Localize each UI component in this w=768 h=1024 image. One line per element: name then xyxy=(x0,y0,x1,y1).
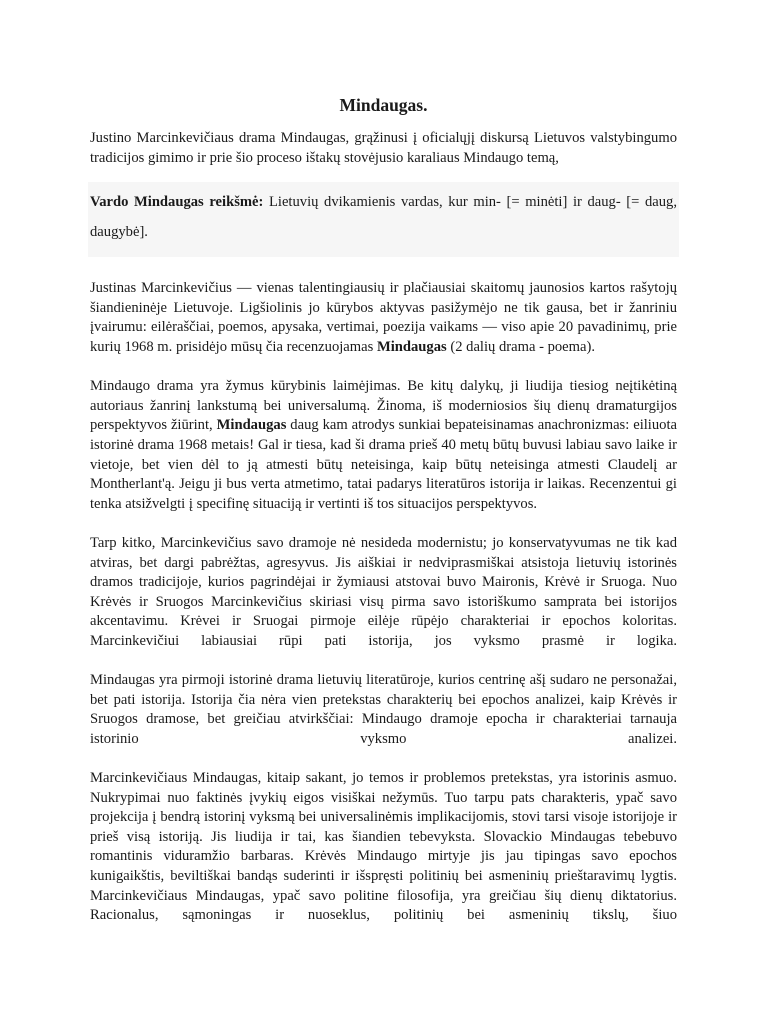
document-page xyxy=(90,94,677,926)
paragraph-1-text: Justinas Marcinkevičius — vienas talentingiausių ir plačiausiai skaitomų jaunosios kartos rašytojų šiandieninėje Lietuvoje. Ligšiolinis jo kūrybos aktyvas pasižymėjo ne tik gausa, bet ir žanriniu įvairumu: eilėraščiai, poemos, apysaka, vertimai, poezija vaikams — viso apie 20 pavadinimų, prie kurių 1968 m. prisidėjo mūsų čia recenzuojamas xyxy=(90,280,677,355)
paragraph-2-text: Mindaugo drama yra žymus kūrybinis laimėjimas. Be kitų dalykų, ji liudija tiesiog neįtikėtiną autoriaus žanrinį lankstumą bei universalumą. Žinoma, iš moderniosios šių dienų dramaturgijos perspektyvos žiūrint, xyxy=(90,378,677,434)
paragraph-4: Mindaugas yra pirmoji istorinė drama lietuvių literatūroje, kurios centrinę ašį sudaro ne personažai, bet pati istorija. Istorija čia nėra vien pretekstas charakterių bei epochos analizei, kaip Krėvės ir Sruogos dramose, bet greičiau atvirkščiai: Mindaugo dramoje epocha ir charakteriai tarnauja istorinio vyksmo analizei. xyxy=(90,672,677,747)
paragraph-1-bold: Mindaugas xyxy=(376,338,447,355)
paragraph-3: Tarp kitko, Marcinkevičius savo dramoje nė nesideda modernistu; jo konservatyvumas ne tik kad atviras, bet dargi pabrėžtas, agresyvus. Jis aiškiai ir nedviprasmiškai atsistoja lietuvių istorinės dramos tradicijoje, kurios pagrindėjai ir žymiausi atstovai buvo Maironis, Krėvė ir Sruoga. Nuo Krėvės ir Sruogos Marcinkevičius skiriasi visų pirma savo istoriškumo samprata bei istorijos akcentavimu. Krėvei ir Sruogai pirmoje eilėje rūpėjo charakteriai ir epochos koloritas. Marcinkevičiui labiausiai rūpi pati istorija, jos vyksmo prasmė ir logika. xyxy=(90,534,677,649)
paragraph-2-bold: Mindaugas xyxy=(216,417,287,434)
name-meaning-block xyxy=(88,182,679,257)
paragraph-1 xyxy=(90,279,677,357)
paragraph-5: Marcinkevičiaus Mindaugas, kitaip sakant, jo temos ir problemos pretekstas, yra istorinis asmuo. Nukrypimai nuo faktinės įvykių eigos visiškai nežymūs. Tuo tarpu pats charakteris, ypač savo projekcija į bendrą istorinį vyksmą bei universalinėmis implikacijomis, stovi tarsi visoje istorijoje ir prieš visą istoriją. Jis liudija ir tai, kas šiandien tebevyksta. Slovackio Mindaugas tebebuvo romantinis viduramžio barbaras. Krėvės Mindaugo mirtyje jis jau tipingas savo epochos kunigaikštis, beviltiškai bandąs suderinti ir išspręsti politinių bei asmeninių prieštaravimų lygtis. Marcinkevičiaus Mindaugas, ypač savo politine filosofija, yra greičiau šių dienų diktatorius. Racionalus, sąmoningas ir nuoseklus, politinių bei asmeninių tikslų, šiuo xyxy=(90,770,677,924)
paragraph-2-text-end: daug kam atrodys sunkiai bepateisinamas anachronizmas: eiliuota istorinė drama 1968 metais! Gal ir tiesa, kad ši drama prieš 40 metų būtų buvusi labiau savo laike ir vietoje, bet vien dėl to ją atmesti būtų neteisinga, kaip būtų neteisinga atmesti Claudelį ar Montherlant'ą. Jeigu ji bus verta atmetimo, tatai padarys literatūros istorija ir laikas. Recenzentui gi tenka atsižvelgti į specifinę situaciją ir vertinti iš tos situacijos perspektyvos. xyxy=(90,417,677,512)
name-meaning-label: Vardo Mindaugas reikšmė: xyxy=(90,194,264,211)
paragraph-2 xyxy=(90,377,677,514)
document-title: Mindaugas. xyxy=(339,95,428,115)
name-meaning-paragraph xyxy=(90,187,677,247)
name-meaning-text: Lietuvių dvikamienis vardas, kur min- [= minėti] ir daug- [= daug, daugybė]. xyxy=(90,194,677,241)
paragraph-1-text-end: (2 dalių drama - poema). xyxy=(446,338,595,355)
intro-paragraph: Justino Marcinkevičiaus drama Mindaugas, grąžinusi į oficialųjį diskursą Lietuvos valstybingumo tradicijos gimimo ir prie šio proceso ištakų stovėjusio karaliaus Mindaugo temą, xyxy=(90,130,677,166)
